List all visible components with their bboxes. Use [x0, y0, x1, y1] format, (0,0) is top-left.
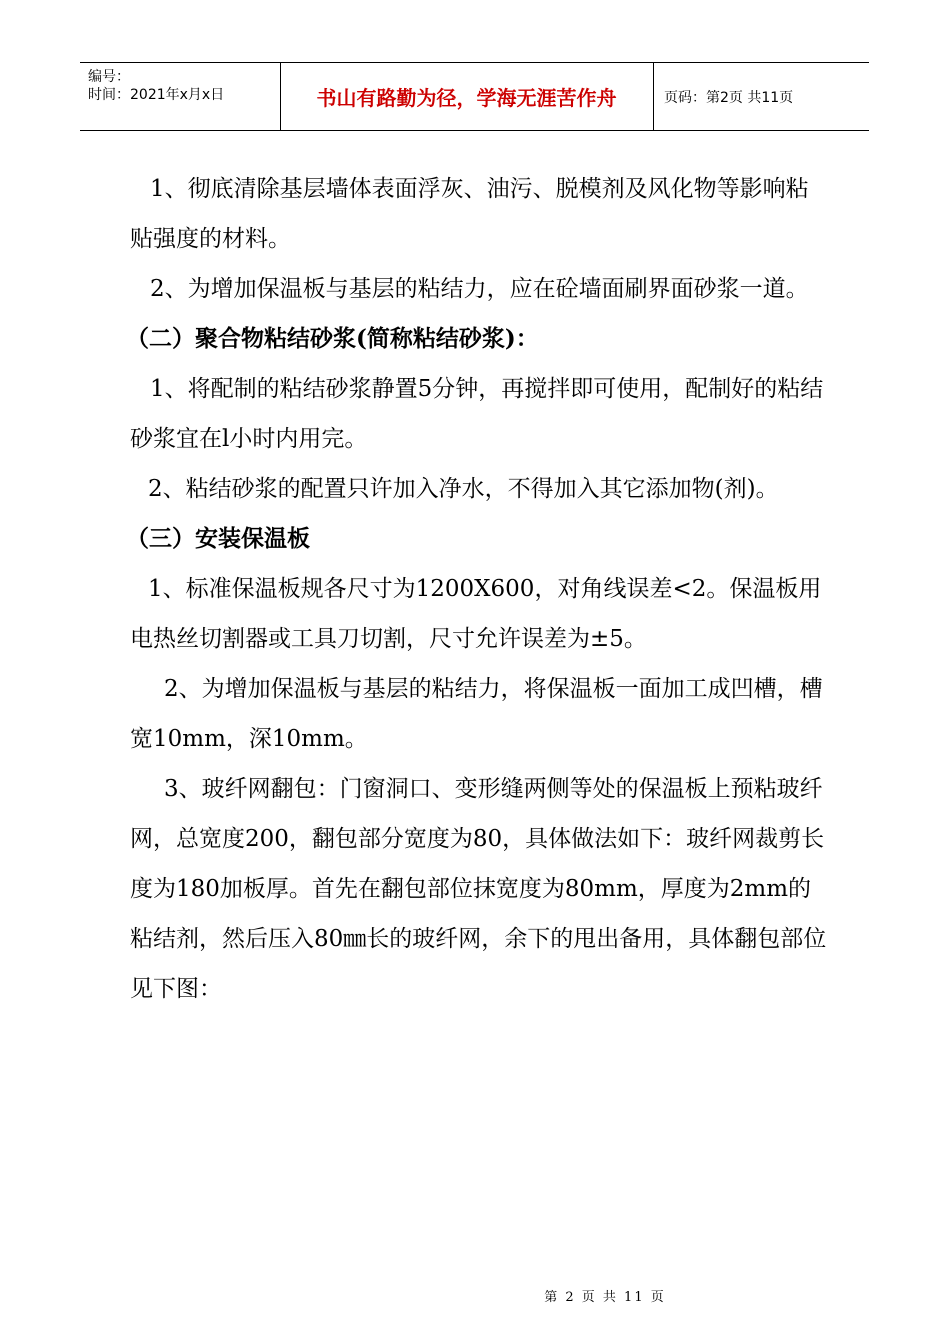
number-label: 编号： [88, 69, 130, 85]
paragraph-1: 1、彻底清除基层墙体表面浮灰、油污、脱模剂及风化物等影响粘贴强度的材料。 [130, 176, 809, 252]
section-heading-3: （三）安装保温板 [126, 525, 310, 552]
header-motto: 书山有路勤为径，学海无涯苦作舟 [280, 63, 654, 130]
section-heading-2: （二）聚合物粘结砂浆(简称粘结砂浆)： [126, 325, 539, 352]
paragraph-7: 3、玻纤网翻包：门窗洞口、变形缝两侧等处的保温板上预粘玻纤网，总宽度200，翻包部分宽度为80，具体做法如下：玻纤网裁剪长度为180加板厚。首先在翻包部位抹宽度为80mm，厚度为2mm的粘结剂，然后压入80㎜长的玻纤网，余下的甩出备用，具体翻包部位见下图： [130, 776, 827, 1002]
header-meta-cell [80, 63, 281, 130]
footer-page-number: 第 2 页 共 11 页 [544, 1290, 666, 1305]
paragraph-5: 1、标准保温板规各尺寸为1200X600，对角线误差<2。保温板用电热丝切割器或工具刀切割，尺寸允许误差为±5。 [130, 576, 822, 652]
page-footer [0, 1286, 950, 1305]
document-body [126, 164, 830, 1014]
paragraph-6: 2、为增加保温板与基层的粘结力，将保温板一面加工成凹槽，槽宽10mm，深10mm。 [130, 676, 823, 752]
paragraph-4: 2、粘结砂浆的配置只许加入净水，不得加入其它添加物(剂)。 [148, 476, 779, 502]
header-page-code: 页码：第2页 共11页 [664, 89, 794, 106]
paragraph-3: 1、将配制的粘结砂浆静置5分钟，再搅拌即可使用，配制好的粘结砂浆宜在l小时内用完。 [130, 376, 824, 452]
paragraph-2: 2、为增加保温板与基层的粘结力，应在砼墙面刷界面砂浆一道。 [150, 276, 809, 302]
header-table [80, 62, 869, 131]
time-label: 时间：2021年x月x日 [88, 87, 225, 103]
